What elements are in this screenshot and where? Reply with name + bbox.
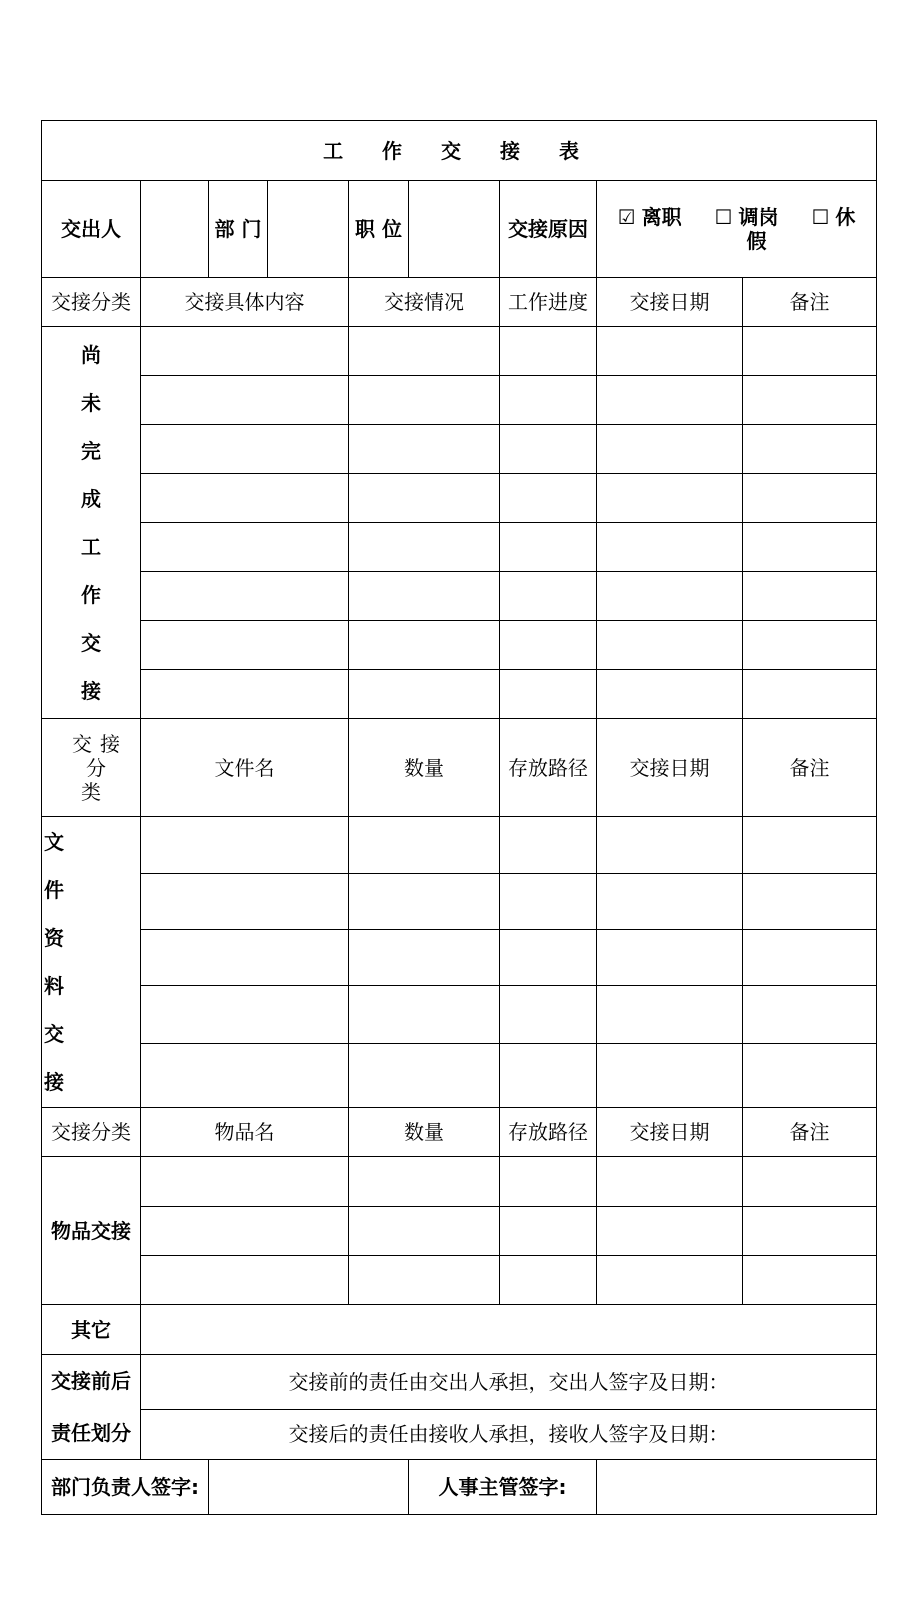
table-cell[interactable] — [349, 986, 500, 1044]
table-cell[interactable] — [141, 572, 349, 621]
label-char: 资 — [44, 926, 64, 950]
department-label: 部 门 — [209, 181, 268, 278]
label-char: 未 — [81, 390, 101, 415]
table-cell[interactable] — [743, 572, 877, 621]
table-cell[interactable] — [500, 817, 597, 874]
dept-head-signature-field[interactable] — [209, 1460, 409, 1515]
dept-head-signature-label: 部门负责人签字: — [42, 1460, 209, 1515]
table-cell[interactable] — [349, 1256, 500, 1305]
reason-option-leave[interactable] — [811, 205, 855, 229]
table-cell[interactable] — [500, 1256, 597, 1305]
table-cell[interactable] — [141, 621, 349, 670]
col-header-storage-path: 存放路径 — [500, 719, 597, 817]
other-field[interactable] — [141, 1305, 877, 1355]
table-cell[interactable] — [500, 1207, 597, 1256]
col-header-quantity: 数量 — [349, 719, 500, 817]
table-cell[interactable] — [597, 1207, 743, 1256]
table-cell[interactable] — [141, 817, 349, 874]
table-cell[interactable] — [500, 523, 597, 572]
table-cell[interactable] — [500, 621, 597, 670]
responsibility-label-line: 交接前后 — [51, 1369, 131, 1393]
col-header-item-name: 物品名 — [141, 1108, 349, 1157]
hr-signature-label: 人事主管签字: — [409, 1460, 597, 1515]
table-cell[interactable] — [743, 986, 877, 1044]
table-cell[interactable] — [743, 930, 877, 986]
table-cell[interactable] — [500, 425, 597, 474]
table-cell[interactable] — [141, 930, 349, 986]
table-cell[interactable] — [349, 1207, 500, 1256]
table-cell[interactable] — [743, 425, 877, 474]
table-cell[interactable] — [349, 817, 500, 874]
table-cell[interactable] — [349, 572, 500, 621]
table-cell[interactable] — [500, 874, 597, 930]
checkbox-checked-icon[interactable]: ☑ — [617, 205, 636, 229]
reason-option-label: 休 — [835, 205, 856, 229]
category-header-line: 交接分 — [72, 731, 128, 780]
table-cell[interactable] — [597, 817, 743, 874]
checkbox-empty-icon[interactable]: ☐ — [714, 205, 733, 229]
table-cell[interactable] — [141, 474, 349, 523]
label-char: 工 — [81, 534, 101, 559]
col-header-status: 交接情况 — [349, 278, 500, 327]
table-cell[interactable] — [349, 474, 500, 523]
label-char: 料 — [44, 974, 64, 998]
table-cell[interactable] — [597, 874, 743, 930]
table-cell[interactable] — [500, 986, 597, 1044]
table-cell[interactable] — [500, 670, 597, 719]
col-header-date: 交接日期 — [597, 278, 743, 327]
documents-label — [42, 817, 141, 1108]
department-field[interactable] — [268, 181, 349, 278]
table-cell[interactable] — [597, 1044, 743, 1108]
label-char: 接 — [44, 1070, 64, 1094]
col-header-quantity: 数量 — [349, 1108, 500, 1157]
table-cell[interactable] — [349, 327, 500, 376]
position-field[interactable] — [409, 181, 500, 278]
table-cell[interactable] — [743, 1157, 877, 1207]
responsibility-label-line: 责任划分 — [51, 1421, 131, 1445]
table-cell[interactable] — [141, 670, 349, 719]
table-cell[interactable] — [500, 327, 597, 376]
label-char: 交 — [81, 630, 101, 655]
label-char: 成 — [81, 486, 101, 511]
table-cell[interactable] — [743, 1044, 877, 1108]
col-header-remarks: 备注 — [743, 1108, 877, 1157]
table-cell[interactable] — [141, 1207, 349, 1256]
label-char: 作 — [81, 582, 101, 607]
table-cell[interactable] — [141, 1157, 349, 1207]
handover-table — [41, 120, 877, 1515]
table-cell[interactable] — [743, 874, 877, 930]
label-char: 尚 — [81, 342, 101, 367]
col-header-progress: 工作进度 — [500, 278, 597, 327]
table-cell[interactable] — [349, 425, 500, 474]
table-cell[interactable] — [597, 1256, 743, 1305]
label-char: 文 — [44, 830, 64, 854]
table-cell[interactable] — [743, 1207, 877, 1256]
table-cell[interactable] — [597, 621, 743, 670]
label-char: 交 — [44, 1022, 64, 1046]
table-cell[interactable] — [597, 986, 743, 1044]
handover-person-field[interactable] — [141, 181, 209, 278]
table-cell[interactable] — [743, 1256, 877, 1305]
table-cell[interactable] — [597, 327, 743, 376]
table-cell[interactable] — [349, 621, 500, 670]
table-cell[interactable] — [141, 1044, 349, 1108]
table-cell[interactable] — [500, 1044, 597, 1108]
table-cell[interactable] — [500, 572, 597, 621]
items-handover-label: 物品交接 — [42, 1157, 141, 1305]
table-cell[interactable] — [597, 376, 743, 425]
hr-signature-field[interactable] — [597, 1460, 877, 1515]
table-cell[interactable] — [141, 874, 349, 930]
after-responsibility-statement[interactable]: 交接后的责任由接收人承担，接收人签字及日期： — [141, 1409, 877, 1459]
table-cell[interactable] — [500, 376, 597, 425]
col-header-category: 交接分类 — [42, 1108, 141, 1157]
position-label: 职 位 — [349, 181, 409, 278]
label-char: 接 — [81, 678, 101, 703]
section2-category-header — [42, 719, 141, 817]
table-cell[interactable] — [500, 1157, 597, 1207]
table-cell[interactable] — [141, 523, 349, 572]
table-cell[interactable] — [349, 523, 500, 572]
table-cell[interactable] — [349, 670, 500, 719]
table-cell[interactable] — [597, 670, 743, 719]
other-label: 其它 — [42, 1305, 141, 1355]
reason-label: 交接原因 — [500, 181, 597, 278]
col-header-content: 交接具体内容 — [141, 278, 349, 327]
table-cell[interactable] — [500, 930, 597, 986]
col-header-date: 交接日期 — [597, 719, 743, 817]
label-char: 完 — [81, 438, 101, 463]
table-cell[interactable] — [597, 1157, 743, 1207]
table-cell[interactable] — [349, 930, 500, 986]
reason-option-label: 离职 — [641, 205, 682, 229]
checkbox-empty-icon[interactable]: ☐ — [811, 205, 830, 229]
table-cell[interactable] — [743, 817, 877, 874]
table-cell[interactable] — [349, 376, 500, 425]
responsibility-label — [42, 1355, 141, 1460]
col-header-remarks: 备注 — [743, 278, 877, 327]
col-header-storage-path: 存放路径 — [500, 1108, 597, 1157]
col-header-remarks: 备注 — [743, 719, 877, 817]
category-header-line: 类 — [81, 779, 101, 804]
table-cell[interactable] — [141, 327, 349, 376]
table-cell[interactable] — [141, 986, 349, 1044]
reason-options — [597, 181, 877, 278]
table-cell[interactable] — [743, 523, 877, 572]
col-header-date: 交接日期 — [597, 1108, 743, 1157]
table-cell[interactable] — [141, 376, 349, 425]
table-cell[interactable] — [743, 327, 877, 376]
table-cell[interactable] — [597, 425, 743, 474]
table-cell[interactable] — [597, 523, 743, 572]
table-cell[interactable] — [349, 874, 500, 930]
table-cell[interactable] — [349, 1157, 500, 1207]
col-header-filename: 文件名 — [141, 719, 349, 817]
table-cell[interactable] — [349, 1044, 500, 1108]
unfinished-work-label — [42, 327, 141, 719]
table-cell[interactable] — [743, 474, 877, 523]
label-char: 件 — [44, 878, 64, 902]
form-title: 工 作 交 接 表 — [42, 121, 877, 181]
table-cell[interactable] — [141, 1256, 349, 1305]
table-cell[interactable] — [597, 474, 743, 523]
reason-option-transfer[interactable] — [715, 205, 779, 229]
table-cell[interactable] — [743, 376, 877, 425]
reason-option-label: 调岗 — [738, 205, 779, 229]
before-responsibility-statement[interactable]: 交接前的责任由交出人承担，交出人签字及日期： — [141, 1355, 877, 1410]
table-cell[interactable] — [743, 621, 877, 670]
col-header-category: 交接分类 — [42, 278, 141, 327]
table-cell[interactable] — [743, 670, 877, 719]
handover-form — [41, 120, 876, 1525]
table-cell[interactable] — [500, 474, 597, 523]
reason-option-resign[interactable] — [618, 205, 682, 229]
reason-option-continued: 假 — [746, 229, 767, 253]
table-cell[interactable] — [597, 930, 743, 986]
table-cell[interactable] — [597, 572, 743, 621]
table-cell[interactable] — [141, 425, 349, 474]
handover-person-label: 交出人 — [42, 181, 141, 278]
